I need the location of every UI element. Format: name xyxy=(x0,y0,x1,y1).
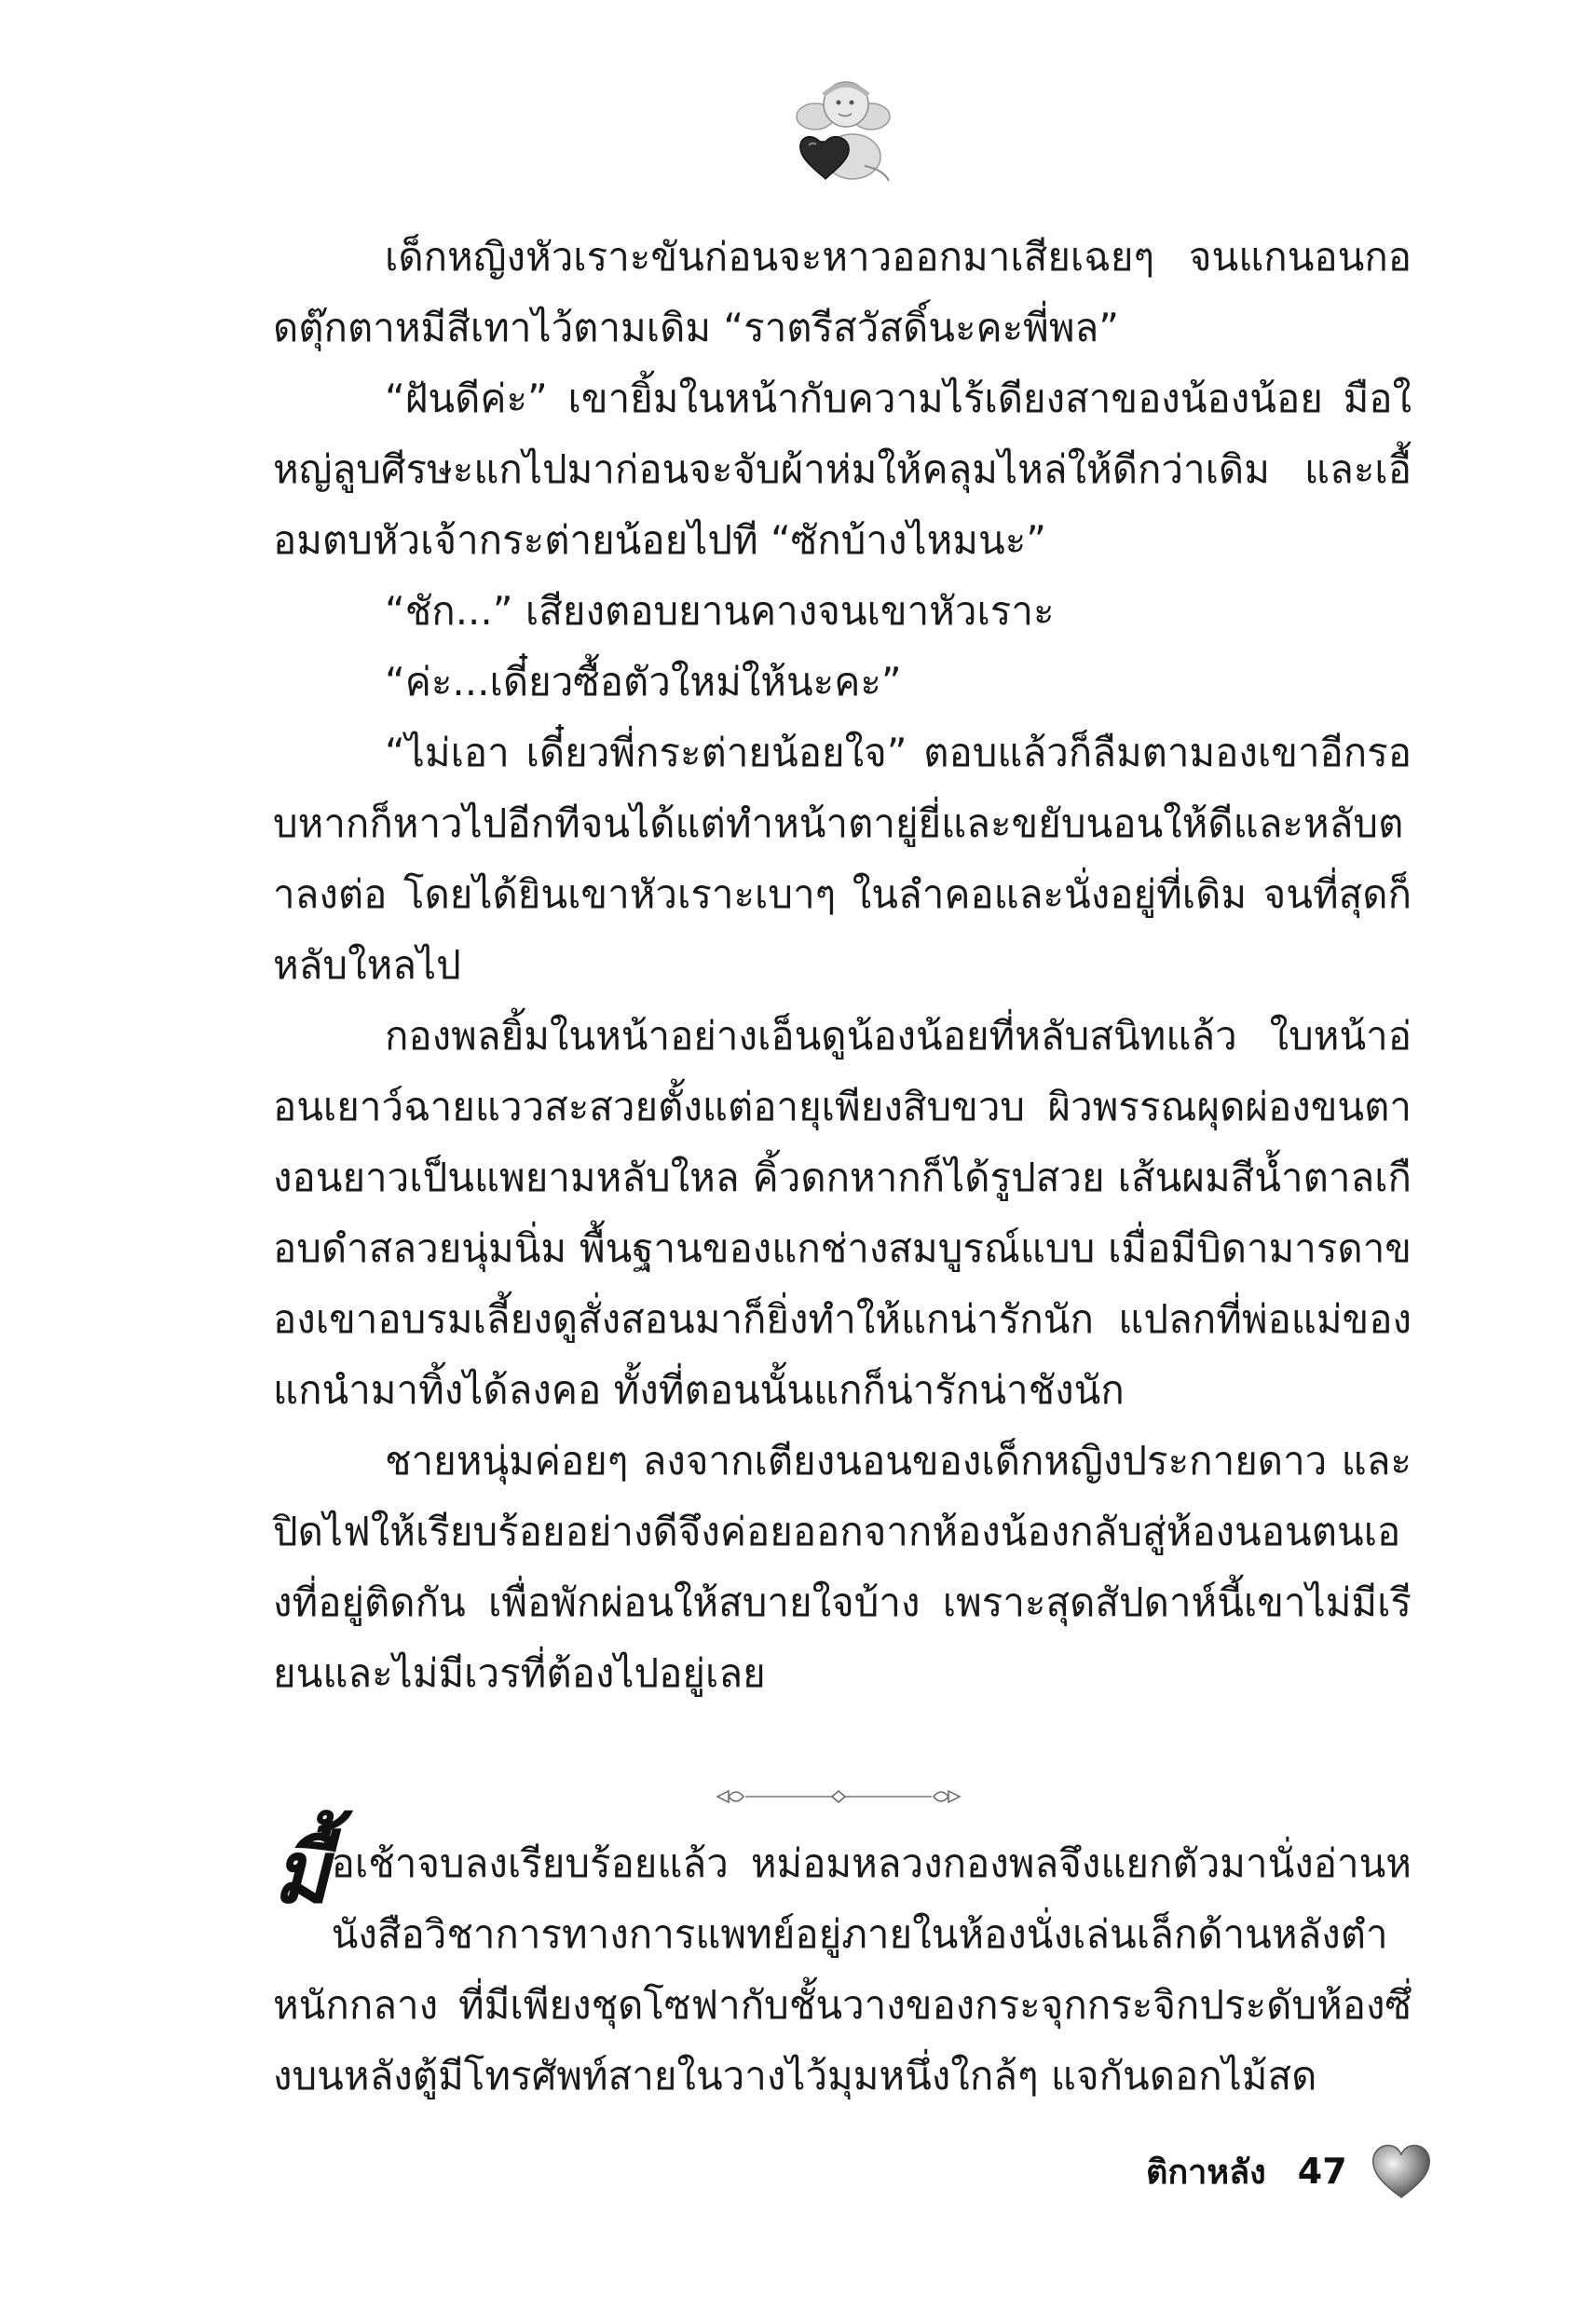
drop-cap: มื้ xyxy=(273,1822,330,1922)
ornamental-divider-icon xyxy=(708,1778,969,1815)
body-text xyxy=(273,222,1412,1709)
section-two xyxy=(273,1822,1412,2112)
paragraph: ชายหนุ่มค่อยๆ ลงจากเตียงนอนของเด็กหญิงประกายดาว และปิดไฟให้เรียบร้อยอย่างดีจึงค่อยออกจากห้องน้องกลับสู่ห้องนอนตนเองที่อยู่ติดกัน เพื่อพักผ่อนให้สบายใจบ้าง เพราะสุดสัปดาห์นี้เขาไม่มีเรียนและไม่มีเวรที่ต้องไปอยู่เลย xyxy=(273,1438,1412,1696)
paragraph: “ชัก...” เสียงตอบยานคางจนเขาหัวเราะ xyxy=(385,588,1055,634)
page-footer xyxy=(1146,2134,1453,2208)
paragraph-with-dropcap xyxy=(273,1822,1412,2112)
page-number: 47 xyxy=(1297,2151,1347,2192)
heart-icon xyxy=(1368,2138,1435,2205)
paragraph: “ฝันดีค่ะ” เขายิ้มในหน้ากับความไร้เดียงสาของน้องน้อย มือใหญ่ลูบศีรษะแกไปมาก่อนจะจับผ้าห่มให้คลุมไหล่ให้ดีกว่าเดิม และเอื้อมตบหัวเจ้ากระต่ายน้อยไปที “ซักบ้างไหมนะ” xyxy=(273,376,1412,563)
paragraph-text: อเช้าจบลงเรียบร้อยแล้ว หม่อมหลวงกองพลจึงแยกตัวมานั่งอ่านหนังสือวิชาการทางการแพทย์อยู่ภายในห้องนั่งเล่นเล็กด้านหลังตำหนักกลาง ที่มีเพียงชุดโซฟากับชั้นวางของกระจุกกระจิกประดับห้องซึ่งบนหลังตู้มีโทรศัพท์สายในวางไว้มุมหนึ่งใกล้ๆ แจกันดอกไม้สด xyxy=(273,1840,1412,2099)
paragraph: “ไม่เอา เดี๋ยวพี่กระต่ายน้อยใจ” ตอบแล้วก็ลืมตามองเขาอีกรอบหากก็หาวไปอีกทีจนได้แต่ทำหน้าตายู่ยี่และขยับนอนให้ดีและหลับตาลงต่อ โดยได้ยินเขาหัวเราะเบาๆ ในลำคอและนั่งอยู่ที่เดิม จนที่สุดก็หลับใหลไป xyxy=(273,730,1412,988)
book-title: ติกาหลัง xyxy=(1146,2153,1266,2192)
paragraph: กองพลยิ้มในหน้าอย่างเอ็นดูน้องน้อยที่หลับสนิทแล้ว ใบหน้าอ่อนเยาว์ฉายแววสะสวยตั้งแต่อายุเพียงสิบขวบ ผิวพรรณผุดผ่องขนตางอนยาวเป็นแพยามหลับใหล คิ้วดกหากก็ได้รูปสวย เส้นผมสีน้ำตาลเกือบดำสลวยนุ่มนิ่ม พื้นฐานของแกช่างสมบูรณ์แบบ เมื่อมีบิดามารดาของเขาอบรมเลี้ยงดูสั่งสอนมาก็ยิ่งทำให้แกน่ารักนัก แปลกที่พ่อแม่ของแกนำมาทิ้งได้ลงคอ ทั้งที่ตอนนั้นแกก็น่ารักน่าชังนัก xyxy=(273,1013,1412,1413)
cupid-with-heart-icon xyxy=(792,75,894,186)
paragraph: เด็กหญิงหัวเราะขันก่อนจะหาวออกมาเสียเฉยๆ จนแกนอนกอดตุ๊กตาหมีสีเทาไว้ตามเดิม “ราตรีสวัสดิ์นะคะพี่พล” xyxy=(273,234,1412,350)
paragraph: “ค่ะ...เดี๋ยวซื้อตัวใหม่ให้นะคะ” xyxy=(385,659,902,704)
